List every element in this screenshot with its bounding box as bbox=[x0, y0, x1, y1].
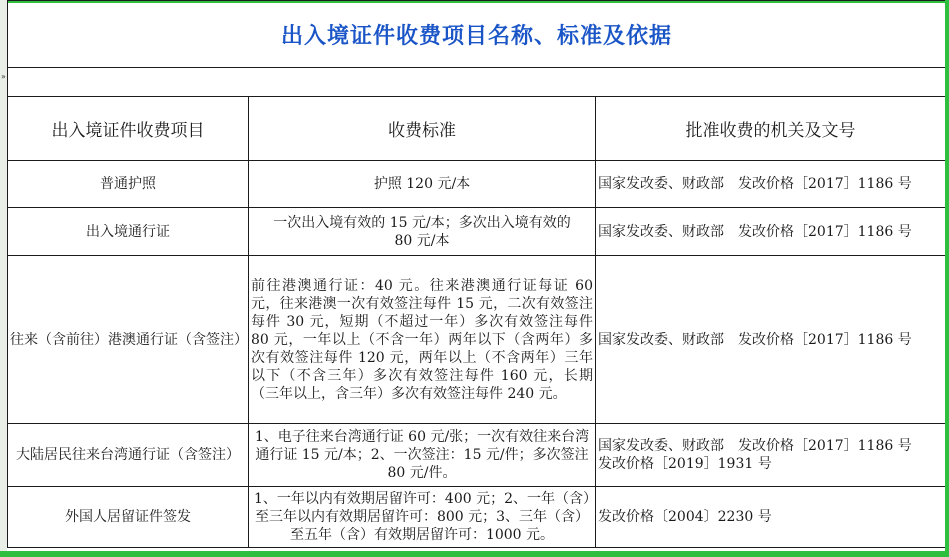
table-row bbox=[8, 424, 946, 487]
header-row bbox=[8, 97, 946, 161]
header-authority[interactable]: 批准收费的机关及文号 bbox=[596, 97, 946, 161]
authority-cell[interactable] bbox=[596, 487, 946, 548]
item-cell[interactable]: 外国人居留证件签发 bbox=[8, 487, 249, 548]
title-cell[interactable] bbox=[8, 1, 946, 68]
authority-line: 发改价格［2019］1931 号 bbox=[598, 456, 772, 472]
standard-cell[interactable]: 护照 120 元/本 bbox=[249, 161, 596, 208]
authority-cell[interactable] bbox=[596, 208, 946, 256]
selection-border-bottom bbox=[0, 551, 949, 557]
selection-border-right bbox=[945, 0, 949, 557]
row-marker-icon: » bbox=[1, 72, 6, 81]
authority-line: 国家发改委、财政部 发改价格［2017］1186 号 bbox=[598, 176, 912, 192]
title-row bbox=[8, 1, 946, 68]
item-cell[interactable]: 出入境通行证 bbox=[8, 208, 249, 256]
authority-line: 国家发改委、财政部 发改价格［2017］1186 号 bbox=[598, 223, 912, 240]
blank-cell[interactable] bbox=[8, 68, 946, 97]
table-row bbox=[8, 487, 946, 548]
page-title: 出入境证件收费项目名称、标准及依据 bbox=[281, 23, 673, 49]
table-row bbox=[8, 161, 946, 208]
authority-cell[interactable] bbox=[596, 424, 946, 487]
authority-cell[interactable] bbox=[596, 161, 946, 208]
table-row bbox=[8, 256, 946, 424]
standard-cell[interactable]: 前往港澳通行证：40 元。往来港澳通行证每证 60 元，往来港澳一次有效签注每件 15 元，二次有效签注每件 30 元，短期（不超过一年）多次有效签注每件 80 元，一年以上（不含一年）两年以下（含两年）多次有效签注每件 120 元，两年以上（不含两年）三年以下（不含三年）多次有效签注每件 160 元，长期（三年以上，含三年）多次有效签注每件 240 元。 bbox=[249, 256, 596, 424]
standard-cell[interactable]: 1、电子往来台湾通行证 60 元/张；一次有效往来台湾通行证 15 元/本；2、一次签注：15 元/件；多次签注 80 元/件。 bbox=[249, 424, 596, 487]
row-header-strip bbox=[0, 0, 7, 557]
standard-cell[interactable]: 一次出入境有效的 15 元/本；多次出入境有效的 80 元/本 bbox=[249, 208, 596, 256]
item-cell[interactable]: 往来（含前往）港澳通行证（含签注） bbox=[8, 256, 249, 424]
standard-cell[interactable]: 1、一年以内有效期居留许可：400 元；2、一年（含）至三年以内有效期居留许可：800 元；3、三年（含）至五年（含）有效期居留许可：1000 元。 bbox=[249, 487, 596, 548]
header-item[interactable]: 出入境证件收费项目 bbox=[8, 97, 249, 161]
fee-table bbox=[7, 0, 946, 548]
header-standard[interactable]: 收费标准 bbox=[249, 97, 596, 161]
item-cell[interactable]: 大陆居民往来台湾通行证（含签注） bbox=[8, 424, 249, 487]
authority-line: 发改价格〔2004〕2230 号 bbox=[598, 509, 772, 525]
table-row bbox=[8, 208, 946, 256]
authority-cell[interactable] bbox=[596, 256, 946, 424]
authority-line: 国家发改委、财政部 发改价格［2017］1186 号 bbox=[598, 438, 912, 454]
item-cell[interactable]: 普通护照 bbox=[8, 161, 249, 208]
authority-line: 国家发改委、财政部 发改价格［2017］1186 号 bbox=[598, 331, 912, 348]
blank-row bbox=[8, 68, 946, 97]
